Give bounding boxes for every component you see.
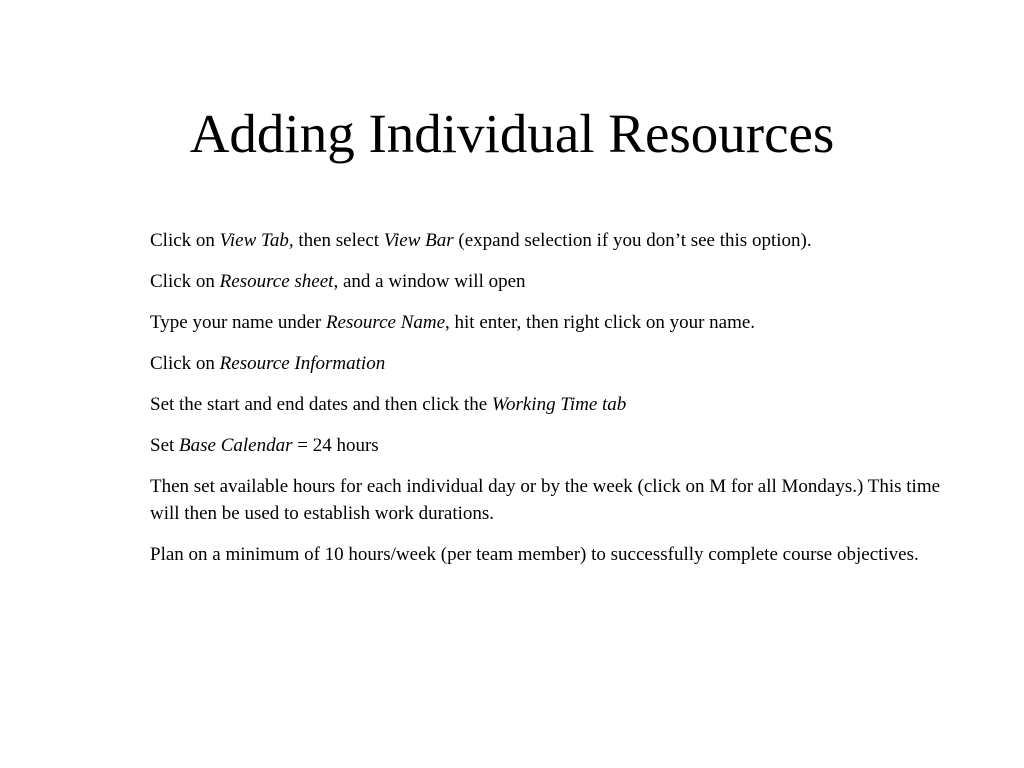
text-segment: Set: [150, 435, 180, 456]
italic-term: Resource sheet: [219, 271, 334, 292]
instruction-paragraph: [150, 541, 970, 568]
instruction-paragraph: [150, 227, 970, 254]
text-segment: Type your name under: [150, 312, 326, 333]
instruction-paragraph: [150, 350, 970, 377]
text-segment: Click on: [150, 230, 220, 251]
slide-body: [150, 227, 970, 582]
italic-term: Base Calendar: [179, 435, 293, 456]
italic-term: Working Time tab: [491, 394, 627, 415]
text-segment: = 24 hours: [292, 435, 379, 456]
text-segment: Click on: [150, 271, 220, 292]
text-segment: , and a window will open: [333, 271, 526, 292]
italic-term: View Tab,: [219, 230, 294, 251]
instruction-paragraph: [150, 391, 970, 418]
slide-title: Adding Individual Resources: [189, 103, 835, 164]
italic-term: Resource Information: [219, 353, 386, 374]
instruction-paragraph: [150, 268, 970, 295]
instruction-paragraph: [150, 432, 970, 459]
text-segment: Then set available hours for each individual day or by the week (click on M for all Mondays.) This time will then be used to establish work durations.: [150, 476, 941, 524]
italic-term: View Bar: [383, 230, 454, 251]
text-segment: , hit enter, then right click on your name.: [445, 312, 756, 333]
text-segment: then select: [293, 230, 384, 251]
text-segment: (expand selection if you don’t see this option).: [453, 230, 812, 251]
instruction-paragraph: [150, 309, 970, 336]
italic-term: Resource Name: [325, 312, 446, 333]
text-segment: Set the start and end dates and then click the: [150, 394, 492, 415]
instruction-paragraph: [150, 473, 970, 527]
text-segment: Click on: [150, 353, 220, 374]
text-segment: Plan on a minimum of 10 hours/week (per team member) to successfully complete course objectives.: [150, 544, 919, 565]
